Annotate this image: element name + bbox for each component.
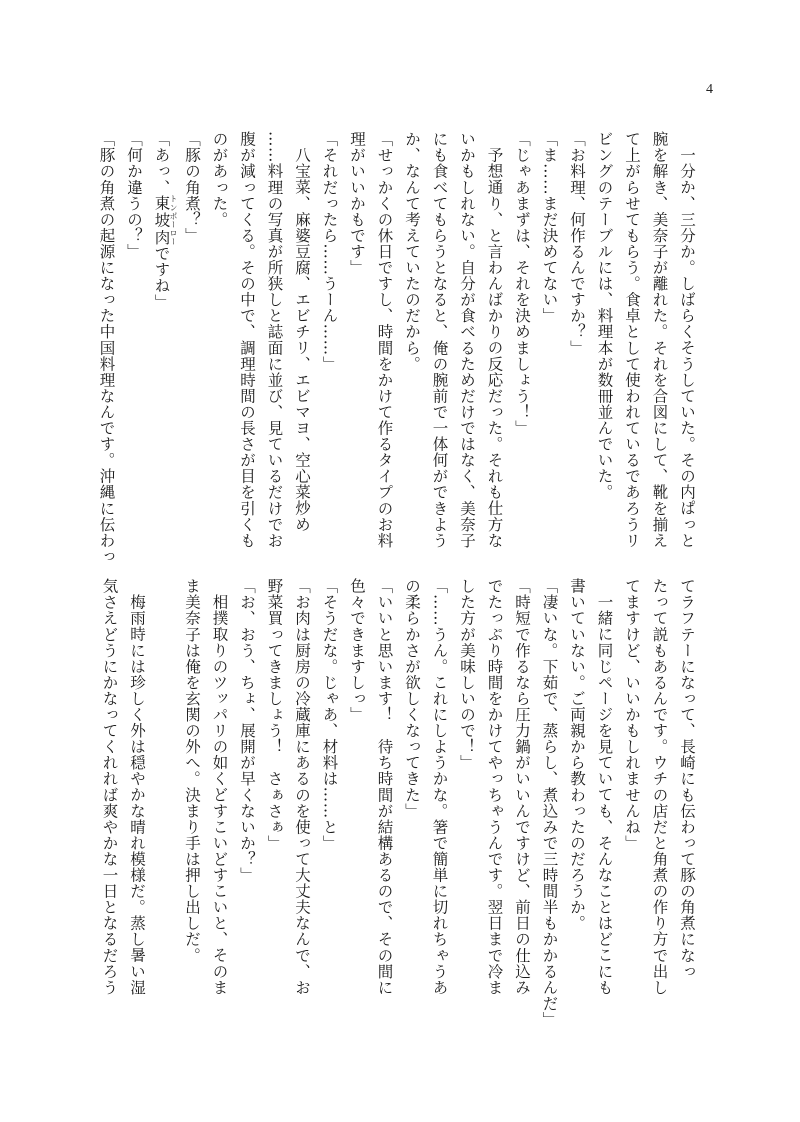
text-line: の柔らかさが欲しくなってきた」 xyxy=(403,578,421,819)
ruby-annotation: 東坡肉トンポーロー xyxy=(152,194,178,246)
text-line: 一緒に同じページを見ていても、そんなことはどこにも xyxy=(595,593,614,995)
text-line: ま美奈子は俺を玄関の外へ。決まり手は押し出しだ。 xyxy=(183,578,201,964)
text-line: 「それだったら……うーん……」 xyxy=(320,131,339,372)
text-line: 「お、おう、ちょ、展開が早くないか？」 xyxy=(238,578,256,883)
text-line: てラフテーになって、長崎にも伝わって豚の角煮になっ xyxy=(678,578,696,980)
text-line: 理がいいかもです」 xyxy=(348,131,366,276)
text-line: 「何か違うの？」 xyxy=(125,131,143,260)
text-line: か、なんて考えていたのだから。 xyxy=(403,131,421,372)
text-line: した方が美味しいので！」 xyxy=(458,578,476,771)
text-line: 梅雨時には珍しく外は穏やかな晴れ模様だ。蒸し暑い湿 xyxy=(128,593,146,995)
text-line: 腕を解き、美奈子が離れた。それを合図にして、靴を揃え xyxy=(650,131,669,549)
text-line: 「ま……まだ決めてない」 xyxy=(540,131,559,324)
text-line: 一分か、三分か。しばらくそうしていた。その内ぱっと xyxy=(678,146,696,548)
text-line: 野菜買ってきましょう！ さぁさぁ」 xyxy=(265,578,284,851)
text-line: 「豚の角煮？」 xyxy=(183,131,201,244)
text-line: 相撲取りのツッパリの如くどすこいどすこいと、そのま xyxy=(210,593,229,995)
text-line: 書いていない。ご両親から教わったのだろうか。 xyxy=(568,578,586,932)
text-line: てますけど、いいかもしれませんね」 xyxy=(623,578,641,851)
text-line: 「凄いな。下茹で、蒸らし、煮込みで三時間半もかかるんだ」 xyxy=(540,578,559,1028)
text-line: 気さえどうにかなってくれれば爽やかな一日となるだろう xyxy=(100,578,119,996)
page-number: 4 xyxy=(706,82,713,97)
text-line: 「豚の角煮の起源になった中国料理なんです。沖縄に伝わっ xyxy=(97,131,116,565)
text-line: ……料理の写真が所狭しと誌面に並び、見ているだけでお xyxy=(265,131,284,549)
text-line: 八宝菜、麻婆豆腐、エビチリ、エビマヨ、空心菜炒め xyxy=(293,146,311,532)
text-line: でたっぷり時間をかけてやっちゃうんです。翌日まで冷ま xyxy=(485,578,504,996)
text-line: 「そうだな。じゃあ、材料は……と」 xyxy=(320,578,339,851)
text-line xyxy=(150,578,178,1005)
text-line: 腹が減ってくる。その中で、調理時間の長さが目を引くも xyxy=(238,131,256,549)
ruby-reading: トンポーロー xyxy=(169,194,178,246)
text-line: て上がらせてもらう。食卓として使われているであろうリ xyxy=(623,131,641,549)
text-line: 予想通り、と言わんばかりの反応だった。それも仕方な xyxy=(485,146,504,548)
text-line: にも食べてもらうとなると、俺の腕前で一体何ができよう xyxy=(430,131,449,549)
text-line: ビングのテーブルには、料理本が数冊並んでいた。 xyxy=(595,131,614,501)
text-line: 「お料理、何作るんですか？」 xyxy=(568,131,586,356)
text-line: 「せっかくの休日ですし、時間をかけて作るタイプのお料 xyxy=(375,131,394,549)
text-line: 「じゃあまずは、それを決めましょう！」 xyxy=(513,131,531,436)
text-line: 「時短で作るなら圧力鍋がいいんですけど、前日の仕込み xyxy=(513,578,531,996)
text-line: 「……うん。これにしようかな。箸で簡単に切れちゃうあ xyxy=(430,578,449,996)
lower-text-block xyxy=(100,578,700,1028)
text-line: 「あっ、東坡肉トンポーローですね」 xyxy=(152,131,178,310)
text-line: たって説もあるんです。ウチの店だと角煮の作り方で出し xyxy=(650,578,669,996)
text-line: 「いいと思います！ 待ち時間が結構あるので、その間に xyxy=(375,578,394,996)
text-line: いかもしれない。自分が食べるためだけではなく、美奈子 xyxy=(458,131,476,549)
text-line: のがあった。 xyxy=(210,131,229,228)
text-line: 「お肉は厨房の冷蔵庫にあるのを使って大丈夫なんで、お xyxy=(293,578,311,996)
upper-text-block xyxy=(97,131,700,565)
text-line: 色々できますしっ」 xyxy=(348,578,366,723)
